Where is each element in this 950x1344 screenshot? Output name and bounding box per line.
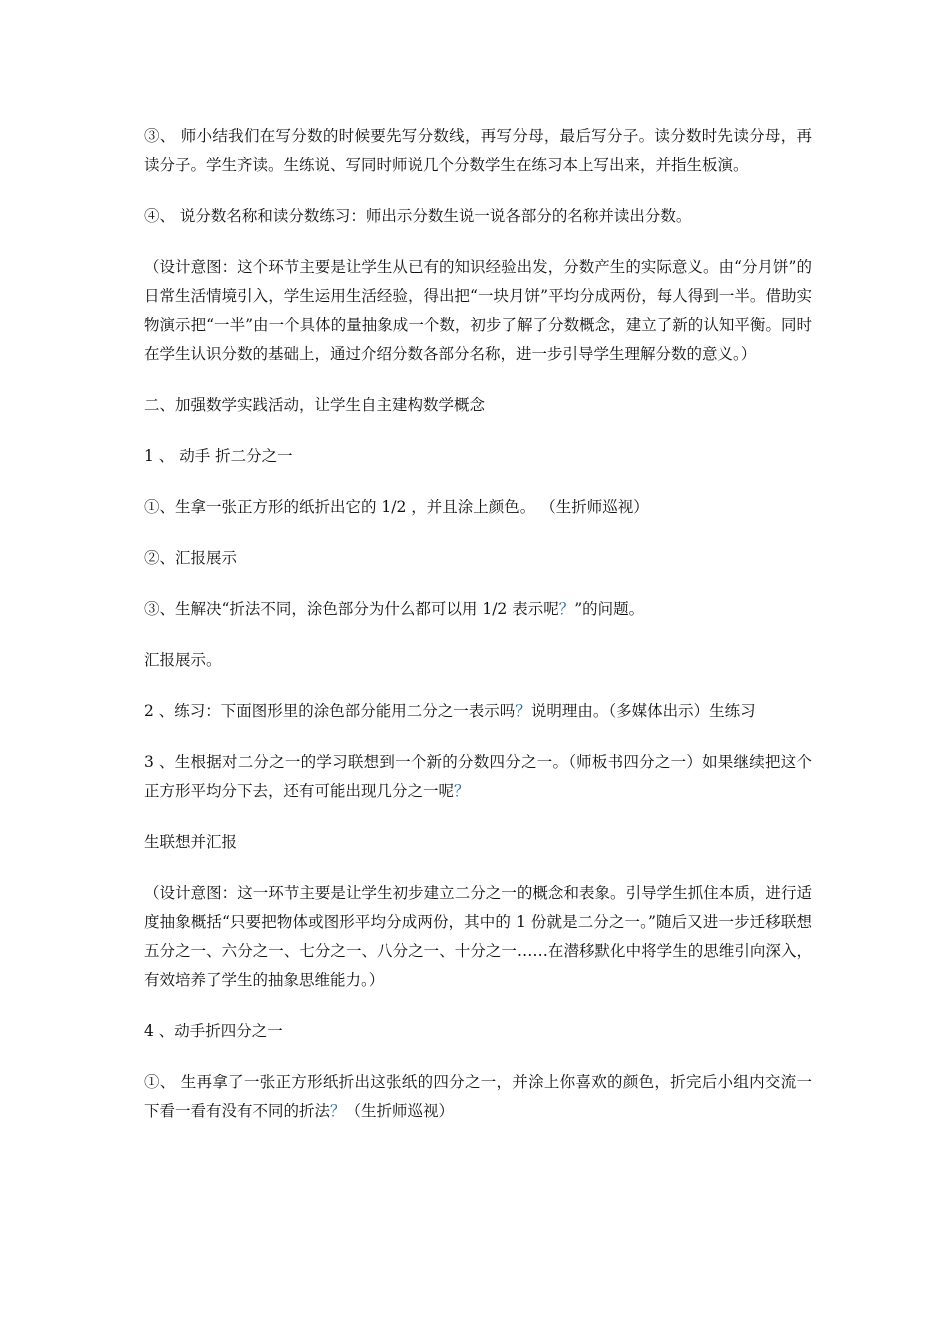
paragraph-text-segment: ”的问题。 [574, 600, 645, 618]
paragraph-fold-one-half: 1 、 动手 折二分之一 [144, 447, 293, 465]
question-mark: ？ [330, 1102, 346, 1120]
paragraph-fold-quarter-step-1 [144, 1068, 812, 1126]
question-mark: ？ [454, 782, 470, 800]
paragraph-text-segment: 说明理由。（多媒体出示）生练习 [530, 702, 756, 720]
paragraph-fold-step-3 [144, 595, 812, 624]
paragraph-fold-step-2: ②、汇报展示 [144, 549, 238, 567]
paragraph-students-associate: 生联想并汇报 [144, 833, 238, 851]
paragraph-fold-one-quarter: 4 、动手折四分之一 [144, 1022, 283, 1040]
paragraph-text-segment: （生折师巡视） [345, 1102, 455, 1120]
paragraph-teacher-summary: ③、 师小结我们在写分数的时候要先写分数线，再写分母，最后写分子。读分数时先读分母，再读分子。学生齐读。生练说、写同时师说几个分数学生在练习本上写出来，并指生板演。 [144, 127, 812, 174]
paragraph-design-intent-1: （设计意图：这个环节主要是让学生从已有的知识经验出发，分数产生的实际意义。由“分月饼”的日常生活情境引入，学生运用生活经验，得出把“一块月饼”平均分成两份，每人得到一半。借助实物演示把“一半”由一个具体的量抽象成一个数，初步了解了分数概念，建立了新的认知平衡。同时在学生认识分数的基础上，通过介绍分数各部分名称，进一步引导学生理解分数的意义。） [144, 258, 812, 363]
paragraph-fold-step-1: ①、生拿一张正方形的纸折出它的 1/2 ，并且涂上颜色。 （生折师巡视） [144, 498, 649, 516]
paragraph-report-display: 汇报展示。 [144, 651, 222, 669]
paragraph-one-quarter-association [144, 748, 812, 806]
paragraph-text-segment: ③、生解决“折法不同，涂色部分为什么都可以用 1/2 表示呢 [144, 600, 559, 618]
section-heading-practice-activities: 二、加强数学实践活动，让学生自主建构数学概念 [144, 396, 486, 414]
question-mark: ？ [515, 702, 531, 720]
document-body [144, 122, 812, 1148]
paragraph-text-segment: 3 、生根据对二分之一的学习联想到一个新的分数四分之一。（师板书四分之一）如果继续把这个正方形平均分下去，还有可能出现几分之一呢 [144, 753, 812, 800]
paragraph-text-segment: ①、 生再拿了一张正方形纸折出这张纸的四分之一，并涂上你喜欢的颜色，折完后小组内交流一下看一看有没有不同的折法 [144, 1073, 812, 1120]
paragraph-exercise [144, 697, 812, 726]
paragraph-text-segment: 2 、练习：下面图形里的涂色部分能用二分之一表示吗 [144, 702, 516, 720]
paragraph-fraction-naming-practice: ④、 说分数名称和读分数练习：师出示分数生说一说各部分的名称并读出分数。 [144, 207, 692, 225]
paragraph-design-intent-2: （设计意图：这一环节主要是让学生初步建立二分之一的概念和表象。引导学生抓住本质，进行适度抽象概括“只要把物体或图形平均分成两份，其中的 1 份就是二分之一。”随后又进一步迁移联想五分之一、六分之一、七分之一、八分之一、十分之一……在潜移默化中将学生的思维引向深入，有效培养了学生的抽象思维能力。） [144, 884, 812, 989]
question-mark: ？ [558, 600, 575, 618]
